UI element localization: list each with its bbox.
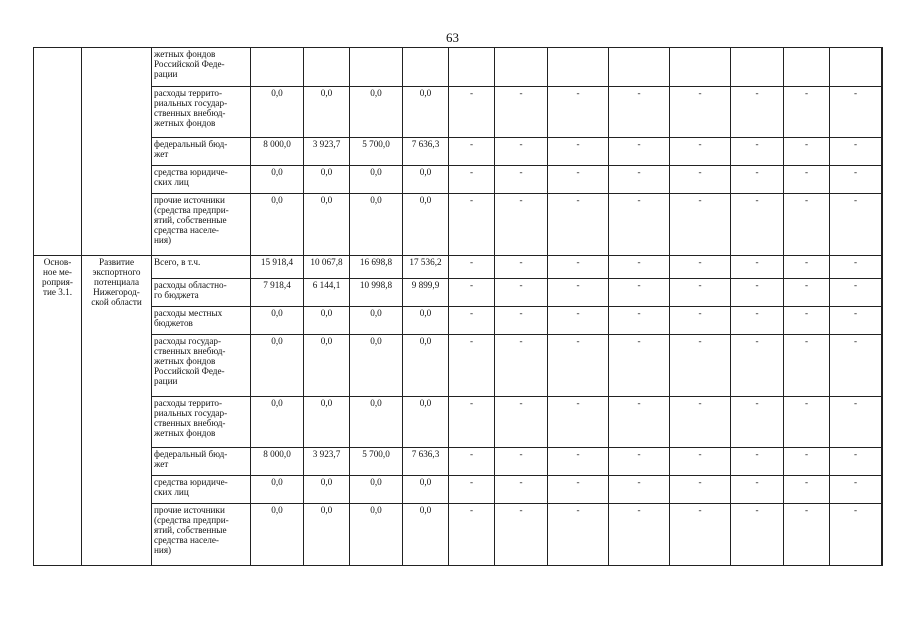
total-value-cell [882,504,883,566]
value-cell: 0,0 [251,166,304,194]
table-row [34,504,883,566]
value-cell: 3 923,7 [304,138,350,166]
page-number: 63 [446,30,459,45]
value-cell: - [548,138,609,166]
funding-source-cell: федеральный бюд- жет [152,138,251,166]
value-cell: 5 700,0 [350,138,403,166]
value-cell: 7 636,3 [403,138,449,166]
table-row [34,87,883,138]
value-cell: 0,0 [403,87,449,138]
value-cell: - [731,138,784,166]
total-value-cell [882,335,883,397]
total-value-cell [882,138,883,166]
value-cell: - [449,256,495,279]
value-cell: - [670,397,731,448]
value-cell: - [449,87,495,138]
value-cell: - [830,166,882,194]
value-cell: 10 067,8 [304,256,350,279]
value-cell: - [784,335,830,397]
table-row [34,279,883,307]
value-cell: - [495,166,548,194]
value-cell: - [830,504,882,566]
value-cell: - [670,335,731,397]
value-cell: - [670,504,731,566]
value-cell: - [449,476,495,504]
value-cell: - [784,87,830,138]
value-cell: - [609,256,670,279]
value-cell: 0,0 [350,504,403,566]
value-cell [670,48,731,87]
table-row [34,48,883,87]
value-cell: - [784,256,830,279]
value-cell: - [784,397,830,448]
value-cell: - [449,279,495,307]
value-cell: - [495,138,548,166]
value-cell: 0,0 [350,335,403,397]
value-cell: 8 000,0 [251,138,304,166]
value-cell: - [609,87,670,138]
funding-source-cell: расходы местных бюджетов [152,307,251,335]
value-cell: - [731,504,784,566]
value-cell: - [495,194,548,256]
value-cell [403,48,449,87]
value-cell: - [449,448,495,476]
total-value-cell [882,476,883,504]
value-cell: - [609,504,670,566]
table-row [34,138,883,166]
value-cell: - [784,166,830,194]
value-cell: - [731,87,784,138]
value-cell: - [548,504,609,566]
value-cell: - [784,448,830,476]
funding-source-cell: расходы террито- риальных государ- ственных внебюд- жетных фондов [152,397,251,448]
value-cell: - [548,166,609,194]
funding-source-cell: федеральный бюд- жет [152,448,251,476]
value-cell: 0,0 [304,87,350,138]
value-cell: - [449,504,495,566]
table-row [34,166,883,194]
value-cell: 3 923,7 [304,448,350,476]
value-cell: 0,0 [304,335,350,397]
value-cell: - [495,279,548,307]
value-cell: - [830,87,882,138]
total-value-cell [882,194,883,256]
value-cell: - [449,397,495,448]
value-cell: - [670,448,731,476]
value-cell [830,48,882,87]
funding-source-cell: прочие источники (средства предпри- ятий, собственные средства населе- ния) [152,194,251,256]
value-cell: 0,0 [304,476,350,504]
value-cell: 0,0 [251,87,304,138]
table-row [34,476,883,504]
value-cell: - [609,194,670,256]
total-value-cell [882,256,883,279]
value-cell: - [731,448,784,476]
value-cell: 0,0 [350,87,403,138]
value-cell: - [609,166,670,194]
value-cell: - [830,256,882,279]
table-row [34,335,883,397]
value-cell: - [784,504,830,566]
table-row [34,448,883,476]
value-cell: 0,0 [304,194,350,256]
value-cell: - [495,307,548,335]
value-cell: - [548,194,609,256]
value-cell: 0,0 [403,476,449,504]
value-cell: 15 918,4 [251,256,304,279]
value-cell: - [609,448,670,476]
value-cell: - [670,87,731,138]
value-cell: - [495,256,548,279]
value-cell: - [830,476,882,504]
value-cell: 0,0 [350,307,403,335]
value-cell: - [609,335,670,397]
value-cell: - [449,307,495,335]
value-cell: 0,0 [304,504,350,566]
value-cell: - [670,256,731,279]
value-cell: - [731,166,784,194]
value-cell: 0,0 [251,397,304,448]
value-cell: - [784,194,830,256]
funding-source-cell: средства юридиче- ских лиц [152,166,251,194]
table-body [34,48,883,566]
value-cell: - [830,194,882,256]
value-cell: - [609,476,670,504]
value-cell: 0,0 [251,335,304,397]
value-cell: - [548,256,609,279]
value-cell: - [609,138,670,166]
value-cell [731,48,784,87]
value-cell [784,48,830,87]
value-cell: 17 536,2 [403,256,449,279]
value-cell: - [731,256,784,279]
value-cell: - [449,194,495,256]
value-cell: - [548,87,609,138]
table-row [34,307,883,335]
value-cell: 7 918,4 [251,279,304,307]
table-row [34,256,883,279]
value-cell: 0,0 [304,397,350,448]
value-cell: - [731,476,784,504]
value-cell: 7 636,3 [403,448,449,476]
value-cell: - [784,279,830,307]
value-cell: - [609,279,670,307]
total-value-cell [882,307,883,335]
value-cell: 0,0 [350,166,403,194]
value-cell: - [670,166,731,194]
value-cell: - [731,194,784,256]
value-cell: - [670,138,731,166]
value-cell: - [449,335,495,397]
table-row [34,194,883,256]
value-cell [548,48,609,87]
value-cell: - [548,397,609,448]
value-cell: - [548,476,609,504]
value-cell: - [830,448,882,476]
value-cell: 9 899,9 [403,279,449,307]
value-cell: 0,0 [251,476,304,504]
funding-source-cell: расходы областно- го бюджета [152,279,251,307]
value-cell: 0,0 [403,504,449,566]
value-cell: 0,0 [350,397,403,448]
value-cell: - [670,279,731,307]
value-cell: 0,0 [403,307,449,335]
value-cell: 16 698,8 [350,256,403,279]
value-cell: 0,0 [403,166,449,194]
total-value-cell [882,279,883,307]
table-row [34,397,883,448]
total-value-cell [882,87,883,138]
value-cell: - [830,307,882,335]
value-cell: - [784,476,830,504]
value-cell: - [449,138,495,166]
funding-source-cell: Всего, в т.ч. [152,256,251,279]
value-cell [449,48,495,87]
value-cell: - [731,335,784,397]
value-cell: 0,0 [251,194,304,256]
value-cell: - [449,166,495,194]
funding-source-cell: прочие источники (средства предпри- ятий, собственные средства населе- ния) [152,504,251,566]
value-cell: 8 000,0 [251,448,304,476]
value-cell: - [495,87,548,138]
value-cell: - [731,279,784,307]
value-cell [350,48,403,87]
budget-table [33,47,883,566]
value-cell: 6 144,1 [304,279,350,307]
value-cell: 0,0 [350,194,403,256]
total-value-cell [882,48,883,87]
value-cell: - [548,448,609,476]
value-cell [251,48,304,87]
value-cell: - [609,397,670,448]
value-cell: 0,0 [304,166,350,194]
value-cell: 0,0 [350,476,403,504]
value-cell: - [830,138,882,166]
activity-name-cell: Развитие экспортного потенциала Нижегород- ской области [82,256,152,566]
value-cell: 0,0 [304,307,350,335]
value-cell: - [609,307,670,335]
value-cell [495,48,548,87]
value-cell [304,48,350,87]
value-cell: - [731,307,784,335]
value-cell: - [830,397,882,448]
value-cell: 0,0 [403,335,449,397]
total-value-cell [882,397,883,448]
value-cell: 0,0 [251,307,304,335]
value-cell: - [548,335,609,397]
value-cell: - [784,307,830,335]
value-cell: - [495,504,548,566]
value-cell: - [548,307,609,335]
funding-source-cell: расходы террито- риальных государ- ственных внебюд- жетных фондов [152,87,251,138]
value-cell: - [731,397,784,448]
value-cell: 0,0 [403,397,449,448]
total-value-cell [882,166,883,194]
funding-source-cell: жетных фондов Российской Феде- рации [152,48,251,87]
activity-name-cell [82,48,152,256]
value-cell: - [830,335,882,397]
value-cell: - [670,307,731,335]
value-cell [609,48,670,87]
value-cell: - [495,448,548,476]
total-value-cell [882,448,883,476]
value-cell: - [784,138,830,166]
value-cell: 5 700,0 [350,448,403,476]
funding-source-cell: средства юридиче- ских лиц [152,476,251,504]
value-cell: - [548,279,609,307]
value-cell: - [495,335,548,397]
value-cell: - [495,397,548,448]
activity-number-cell [34,48,82,256]
value-cell: 0,0 [403,194,449,256]
activity-number-cell: Основ- ное ме- роприя- тие 3.1. [34,256,82,566]
value-cell: - [495,476,548,504]
value-cell: 0,0 [251,504,304,566]
value-cell: - [830,279,882,307]
value-cell: - [670,476,731,504]
value-cell: - [670,194,731,256]
funding-source-cell: расходы государ- ственных внебюд- жетных фондов Российской Феде- рации [152,335,251,397]
value-cell: 10 998,8 [350,279,403,307]
